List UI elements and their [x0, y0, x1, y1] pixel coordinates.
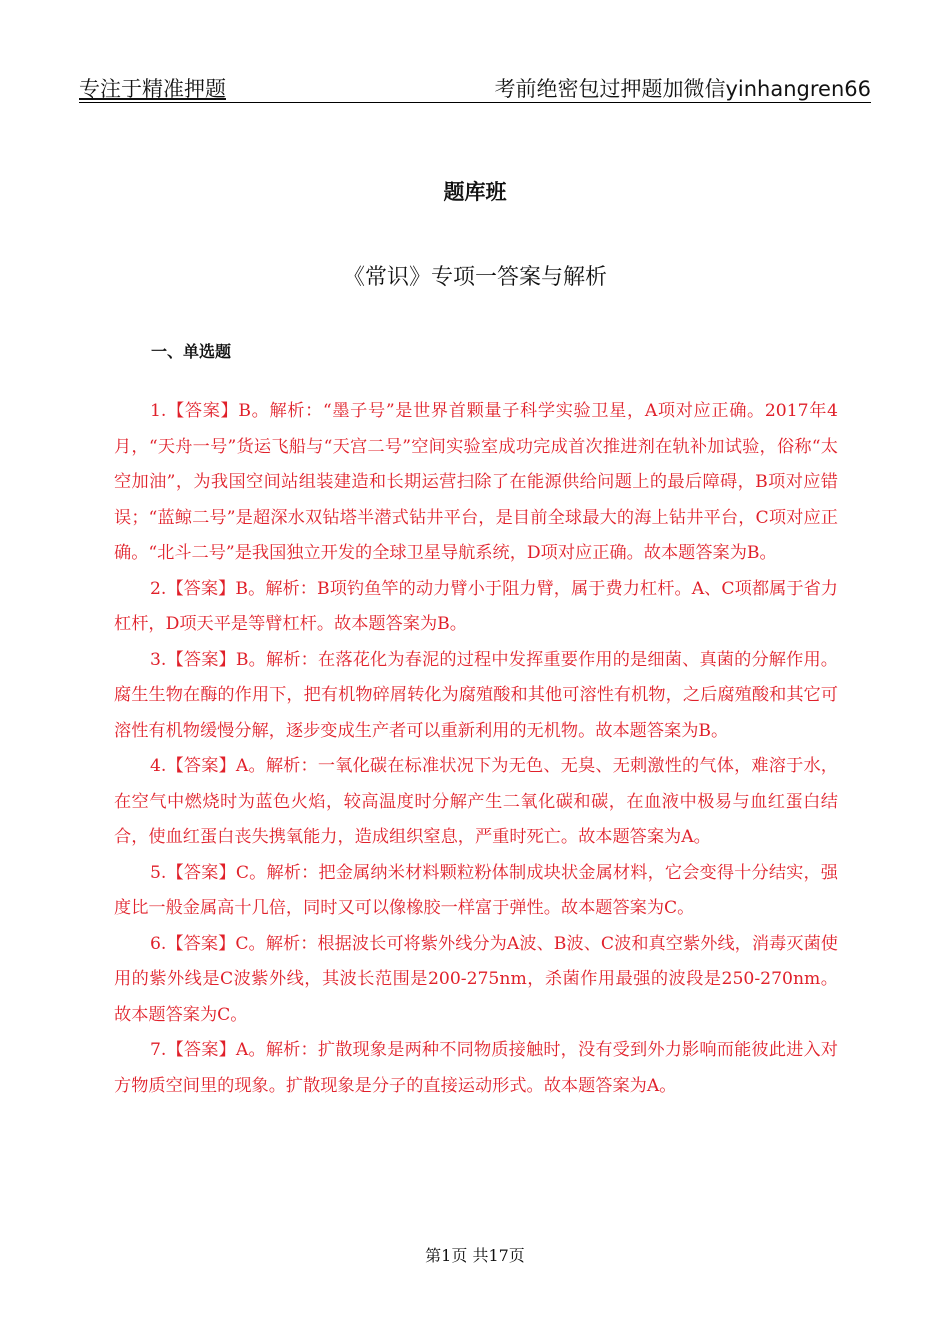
document-title: 题库班	[443, 180, 507, 204]
answer-item-4: 4.【答案】A。解析：一氧化碳在标准状况下为无色、无臭、无刺激性的气体，难溶于水，在空气中燃烧时为蓝色火焰，较高温度时分解产生二氧化碳和碳，在血液中极易与血红蛋白结合，使血红蛋白丧失携氧能力，造成组织窒息，严重时死亡。故本题答案为A。	[114, 756, 838, 847]
answer-item-3: 3.【答案】B。解析：在落花化为春泥的过程中发挥重要作用的是细菌、真菌的分解作用。腐生生物在酶的作用下，把有机物碎屑转化为腐殖酸和其他可溶性有机物，之后腐殖酸和其它可溶性有机物缓慢分解，逐步变成生产者可以重新利用的无机物。故本题答案为B。	[114, 649, 838, 741]
answer-item-2: 2.【答案】B。解析：B项钓鱼竿的动力臂小于阻力臂，属于费力杠杆。A、C项都属于省力杠杆，D项天平是等臂杠杆。故本题答案为B。	[114, 578, 838, 634]
document-subtitle: 《常识》专项一答案与解析	[342, 265, 607, 290]
header-left-text: 专注于精准押题	[79, 77, 226, 101]
answer-list	[114, 394, 838, 1104]
answer-item-5: 5.【答案】C。解析：把金属纳米材料颗粒粉体制成块状金属材料，它会变得十分结实，强度比一般金属高十几倍，同时又可以像橡胶一样富于弹性。故本题答案为C。	[114, 862, 838, 918]
page-header	[79, 76, 871, 103]
section-title: 一、单选题	[151, 342, 232, 361]
answer-item-6: 6.【答案】C。解析：根据波长可将紫外线分为A波、B波、C波和真空紫外线，消毒灭菌使用的紫外线是C波紫外线，其波长范围是200-275nm，杀菌作用最强的波段是250-270nm。故本题答案为C。	[114, 933, 838, 1025]
answer-item-1: 1.【答案】B。解析：“墨子号”是世界首颗量子科学实验卫星，A项对应正确。2017年4月，“天舟一号”货运飞船与“天宫二号”空间实验室成功完成首次推进剂在轨补加试验，俗称“太空加油”，为我国空间站组装建造和长期运营扫除了在能源供给问题上的最后障碍，B项对应错误；“蓝鲸二号”是超深水双钻塔半潜式钻井平台，是目前全球最大的海上钻井平台，C项对应正确。“北斗二号”是我国独立开发的全球卫星导航系统，D项对应正确。故本题答案为B。	[114, 401, 838, 563]
page-footer: 第1页 共17页	[425, 1246, 525, 1265]
header-right-text: 考前绝密包过押题加微信yinhangren66	[494, 77, 871, 101]
answer-item-7: 7.【答案】A。解析：扩散现象是两种不同物质接触时，没有受到外力影响而能彼此进入对方物质空间里的现象。扩散现象是分子的直接运动形式。故本题答案为A。	[114, 1040, 838, 1096]
